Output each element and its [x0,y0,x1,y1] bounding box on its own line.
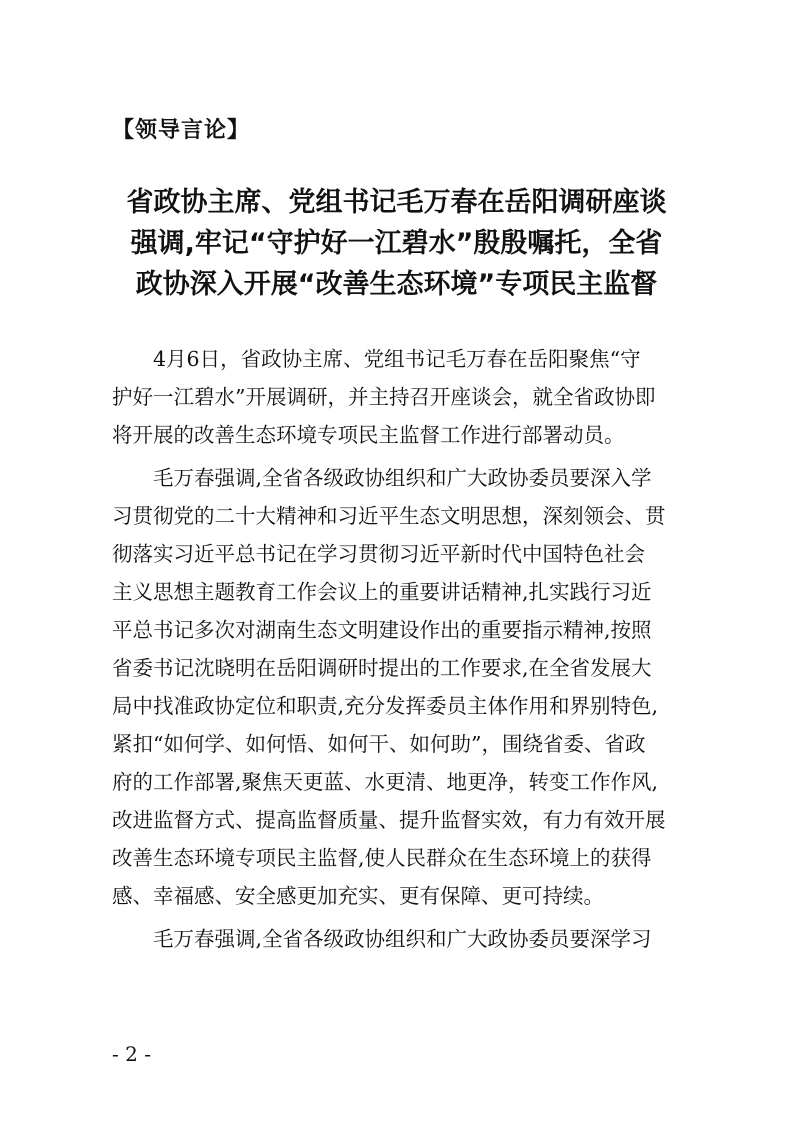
paragraph-line: 4月6日，省政协主席、党组书记毛万春在岳阳聚焦“守 [153,347,641,371]
article-body [112,340,686,963]
headline-line: 政协深入开展“改善生态环境”专项民主监督 [135,269,658,300]
paragraph-line: 改进监督方式、提高监督质量、提升监督实效，有力有效开展 [112,808,666,832]
paragraph-line: 局中找准政协定位和职责,充分发挥委员主体作用和界别特色, [112,694,659,718]
page-number: - 2 - [112,1042,151,1066]
paragraph-line: 省委书记沈晓明在岳阳调研时提出的工作要求,在全省发展大 [112,656,652,680]
paragraph-line: 护好一江碧水”开展调研，并主持召开座谈会，就全省政协即 [112,385,656,409]
paragraph-line: 将开展的改善生态环境专项民主监督工作进行部署动员。 [112,423,625,447]
paragraph-line: 平总书记多次对湖南生态文明建设作出的重要指示精神,按照 [112,618,652,642]
paragraph-line: 府的工作部署,聚焦天更蓝、水更清、地更净，转变工作作风, [112,770,659,794]
paragraph-line: 感、幸福感、安全感更加充实、更有保障、更可持续。 [112,884,604,908]
paragraph-line: 彻落实习近平总书记在学习贯彻习近平新时代中国特色社会 [112,542,645,566]
section-tag: 【领导言论】 [112,118,251,143]
headline-line: 省政协主席、党组书记毛万春在岳阳调研座谈 [126,187,667,218]
paragraph-line: 紧扣“如何学、如何悟、如何干、如何助”，围绕省委、省政 [112,732,646,756]
paragraph-line: 主义思想主题教育工作会议上的重要讲话精神,扎实践行习近 [112,580,652,604]
paragraph-line: 毛万春强调,全省各级政协组织和广大政协委员要深入学 [153,466,652,490]
paragraph [112,920,686,958]
paragraph [112,459,686,915]
paragraph [112,340,686,454]
paragraph-line: 习贯彻党的二十大精神和习近平生态文明思想，深刻领会、贯 [112,504,666,528]
headline-line: 强调,牢记“守护好一江碧水”殷殷嘱托，全省 [130,228,663,259]
paragraph-line: 毛万春强调,全省各级政协组织和广大政协委员要深学习 [153,927,652,951]
headline [90,182,703,305]
paragraph-line: 改善生态环境专项民主监督,使人民群众在生态环境上的获得 [112,846,652,870]
